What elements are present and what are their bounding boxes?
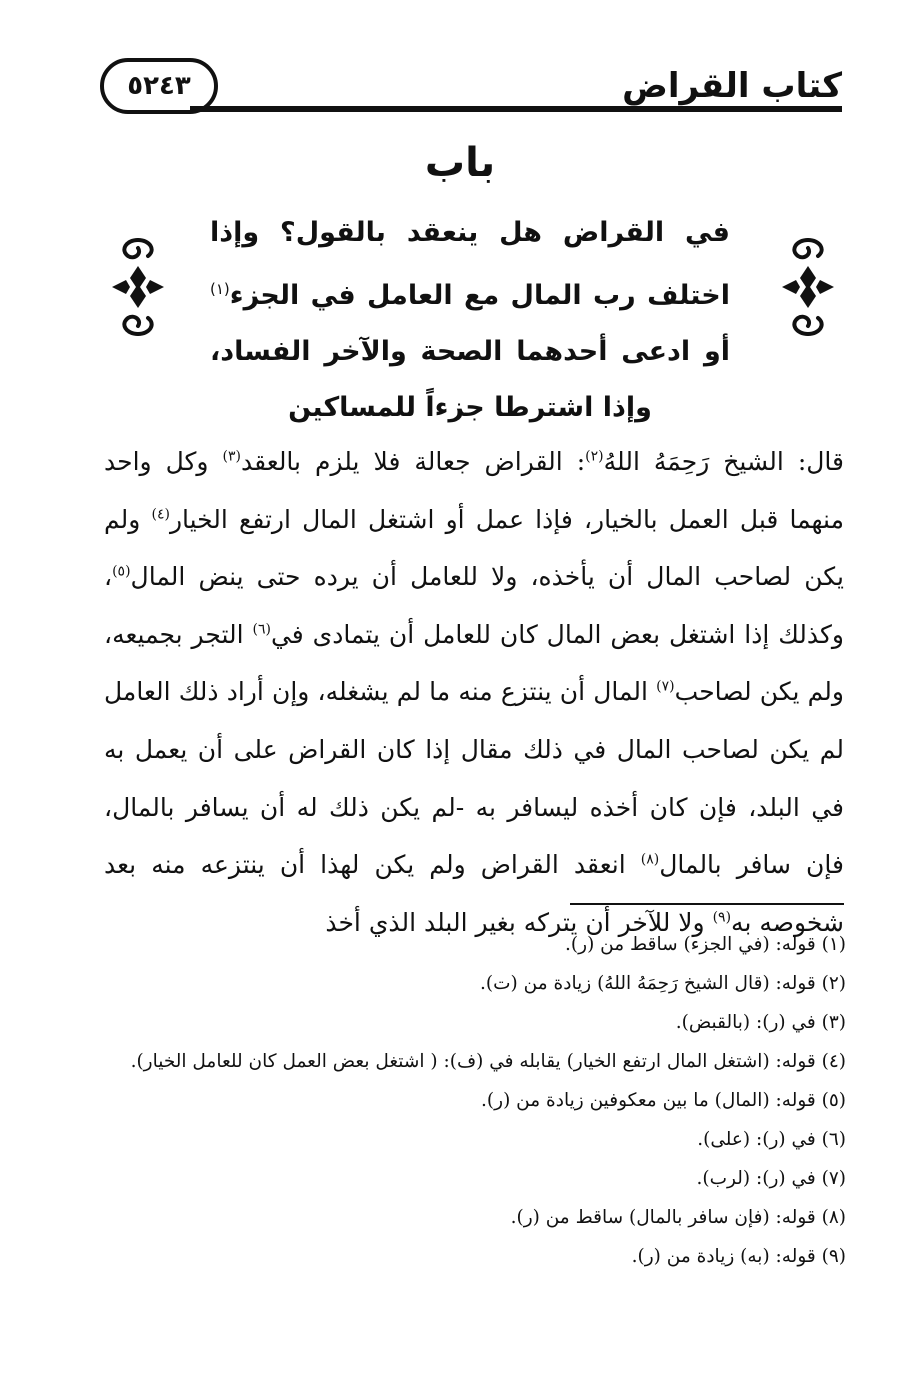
footnote-item: (٥) قوله: (المال) ما بين معكوفين زيادة من (ر). [481,1090,846,1111]
section-title-part-2: أو ادعى أحدهما الصحة والآخر الفساد، وإذا اشترطا جزءاً للمساكين [210,336,730,423]
body-text-segment: قال: الشيخ رَحِمَهُ اللهُ [603,447,844,476]
footnote-item: (٩) قوله: (به) زيادة من (ر). [631,1246,846,1267]
footnote-ref: (٣) [222,448,241,465]
floral-ornament-icon [108,232,168,342]
header-rule [190,106,842,112]
page-number-badge [100,58,218,114]
footnote-ref: (٧) [656,679,675,696]
section-title [210,205,730,436]
footnote-item: (١) قوله: (في الجزء) ساقط من (ر). [565,934,846,955]
footnote-item: (٨) قوله: (فإن سافر بالمال) ساقط من (ر). [510,1207,846,1228]
body-text-segment: ولا للآخر أن يتركه بغير البلد الذي أخذ [325,907,713,937]
chapter-heading: باب [424,140,496,186]
footnote-ref: (٤) [151,506,170,523]
body-text-segment: : القراض جعالة فلا يلزم بالعقد [240,447,586,476]
footnote-ref: (٥) [112,563,131,580]
footnote-ref: (٩) [712,909,732,926]
body-text-segment: التجر بجميعه، ولم يكن لصاحب [104,619,845,707]
body-text-segment: ، وكذلك إذا اشتغل بعض المال كان للعامل أن يتمادى في [104,562,845,649]
page-header [0,0,920,130]
footnote-item: (٦) في (ر): (على). [697,1129,846,1150]
body-text-segment: انعقد القراض ولم يكن لهذا أن ينتزعه منه بعد شخوصه به [104,850,844,937]
footnote-ref: (١) [210,280,230,298]
footnote-ref: (٨) [640,851,660,868]
body-text-segment: المال أن ينتزع منه ما لم يشغله، وإن أراد ذلك العامل لم يكن لصاحب المال في ذلك مقال إذا كان القراض على أن يعمل به في البلد، فإن كان أخذه ليسافر به -لم يكن ذلك له أن يسافر بالمال، فإن سافر بالمال [104,677,844,880]
footnote-item: (٤) قوله: (اشتغل المال ارتفع الخيار) يقابله في (ف): ( اشتغل بعض العمل كان للعامل الخيار). [130,1051,846,1072]
page-number: ٥٢٤٣ [127,71,191,101]
section-title-part-1: في القراض هل ينعقد بالقول؟ وإذا اختلف رب المال مع العامل في الجزء [210,217,730,311]
footnote-item: (٧) في (ر): (لرب). [696,1168,846,1189]
body-paragraph [104,433,844,951]
footnote-separator [570,903,844,905]
footnote-ref: (٦) [252,621,271,638]
footnotes-list [90,925,846,1276]
footnote-item: (٣) في (ر): (بالقبض). [675,1012,846,1033]
body-text-segment: وكل واحد منهما قبل العمل بالخيار، فإذا عمل أو اشتغل المال ارتفع الخيار [104,447,844,534]
footnote-ref: (٢) [585,448,604,465]
book-title: كتاب القراض [622,66,842,106]
body-text-segment: ولم يكن لصاحب المال أن يأخذه، ولا للعامل أن يرده حتى ينض المال [104,504,844,592]
floral-ornament-icon [778,232,838,342]
footnote-item: (٢) قوله: (قال الشيخ رَحِمَهُ اللهُ) زيادة من (ت). [480,973,846,994]
